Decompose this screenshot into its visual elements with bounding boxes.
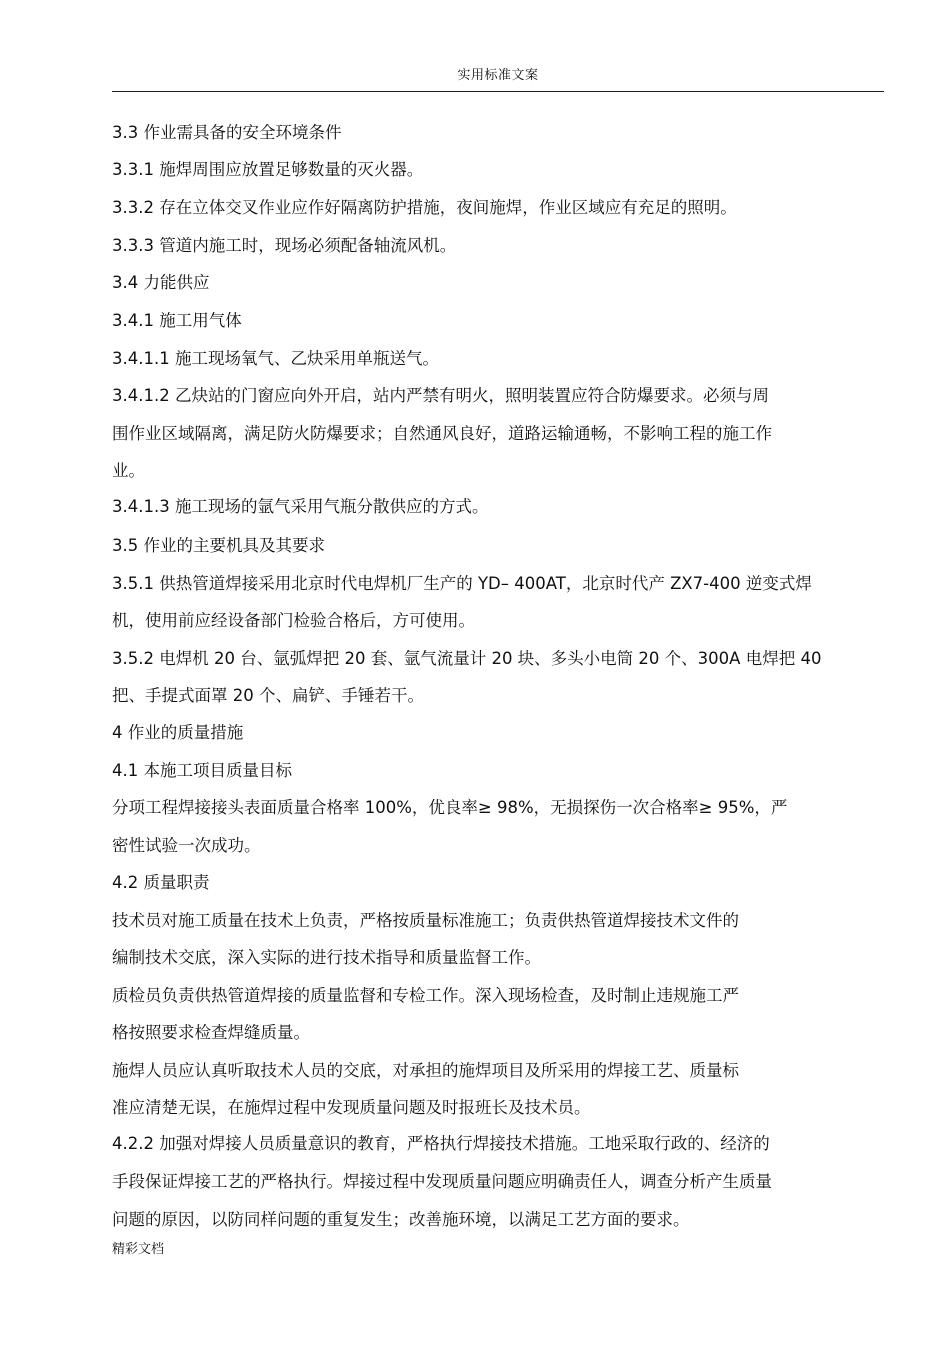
text-line: 格按照要求检查焊缝质量。 <box>112 1023 310 1042</box>
text-line: 准应清楚无误，在施焊过程中发现质量问题及时报班长及技术员。 <box>112 1098 591 1117</box>
text-line: 把、手提式面罩 20 个、扁铲、手锤若干。 <box>112 686 424 705</box>
text-line: 3.4.1 施工用气体 <box>112 311 242 330</box>
page-header: 实用标准文案 <box>457 68 539 83</box>
text-line: 3.4.1.1 施工现场氧气、乙炔采用单瓶送气。 <box>112 349 439 368</box>
text-line: 3.4.1.2 乙炔站的门窗应向外开启，站内严禁有明火，照明装置应符合防爆要求。必须与周 <box>112 386 769 405</box>
heading-4-1: 4.1 本施工项目质量目标 <box>112 761 292 780</box>
heading-3-5: 3.5 作业的主要机具及其要求 <box>112 536 325 555</box>
text-line: 机，使用前应经设备部门检验合格后，方可使用。 <box>112 611 475 630</box>
text-line: 围作业区域隔离，满足防火防爆要求；自然通风良好，道路运输通畅，不影响工程的施工作 <box>112 424 772 443</box>
heading-4: 4 作业的质量措施 <box>112 723 244 742</box>
heading-3-3: 3.3 作业需具备的安全环境条件 <box>112 123 342 142</box>
text-line: 3.5.1 供热管道焊接采用北京时代电焊机厂生产的 YD– 400AT，北京时代产 ZX7-400 逆变式焊 <box>112 574 812 593</box>
heading-3-4: 3.4 力能供应 <box>112 273 210 292</box>
text-line: 4.2.2 加强对焊接人员质量意识的教育，严格执行焊接技术措施。工地采取行政的、经济的 <box>112 1134 770 1153</box>
text-line: 分项工程焊接接头表面质量合格率 100%，优良率≥ 98%，无损探伤一次合格率≥ 95%，严 <box>112 798 788 817</box>
text-line: 技术员对施工质量在技术上负责，严格按质量标准施工；负责供热管道焊接技术文件的 <box>112 911 739 930</box>
text-line: 手段保证焊接工艺的严格执行。焊接过程中发现质量问题应明确责任人，调查分析产生质量 <box>112 1172 772 1191</box>
text-line: 3.4.1.3 施工现场的氩气采用气瓶分散供应的方式。 <box>112 497 489 516</box>
text-line: 问题的原因，以防同样问题的重复发生；改善施环境，以满足工艺方面的要求。 <box>112 1210 690 1229</box>
text-line: 3.5.2 电焊机 20 台、氩弧焊把 20 套、氩气流量计 20 块、多头小电筒 20 个、300A 电焊把 40 <box>112 649 822 668</box>
header-divider <box>112 91 884 92</box>
text-line: 质检员负责供热管道焊接的质量监督和专检工作。深入现场检查，及时制止违规施工严 <box>112 986 739 1005</box>
text-line: 3.3.1 施焊周围应放置足够数量的灭火器。 <box>112 160 424 179</box>
text-line: 3.3.2 存在立体交叉作业应作好隔离防护措施，夜间施焊，作业区域应有充足的照明。 <box>112 198 737 217</box>
text-line: 编制技术交底，深入实际的进行技术指导和质量监督工作。 <box>112 948 541 967</box>
heading-4-2: 4.2 质量职责 <box>112 873 210 892</box>
text-line: 施焊人员应认真听取技术人员的交底，对承担的施焊项目及所采用的焊接工艺、质量标 <box>112 1061 739 1080</box>
text-line: 业。 <box>112 461 145 480</box>
text-line: 密性试验一次成功。 <box>112 836 261 855</box>
page-footer: 精彩文档 <box>112 1242 165 1257</box>
text-line: 3.3.3 管道内施工时，现场必须配备轴流风机。 <box>112 236 457 255</box>
